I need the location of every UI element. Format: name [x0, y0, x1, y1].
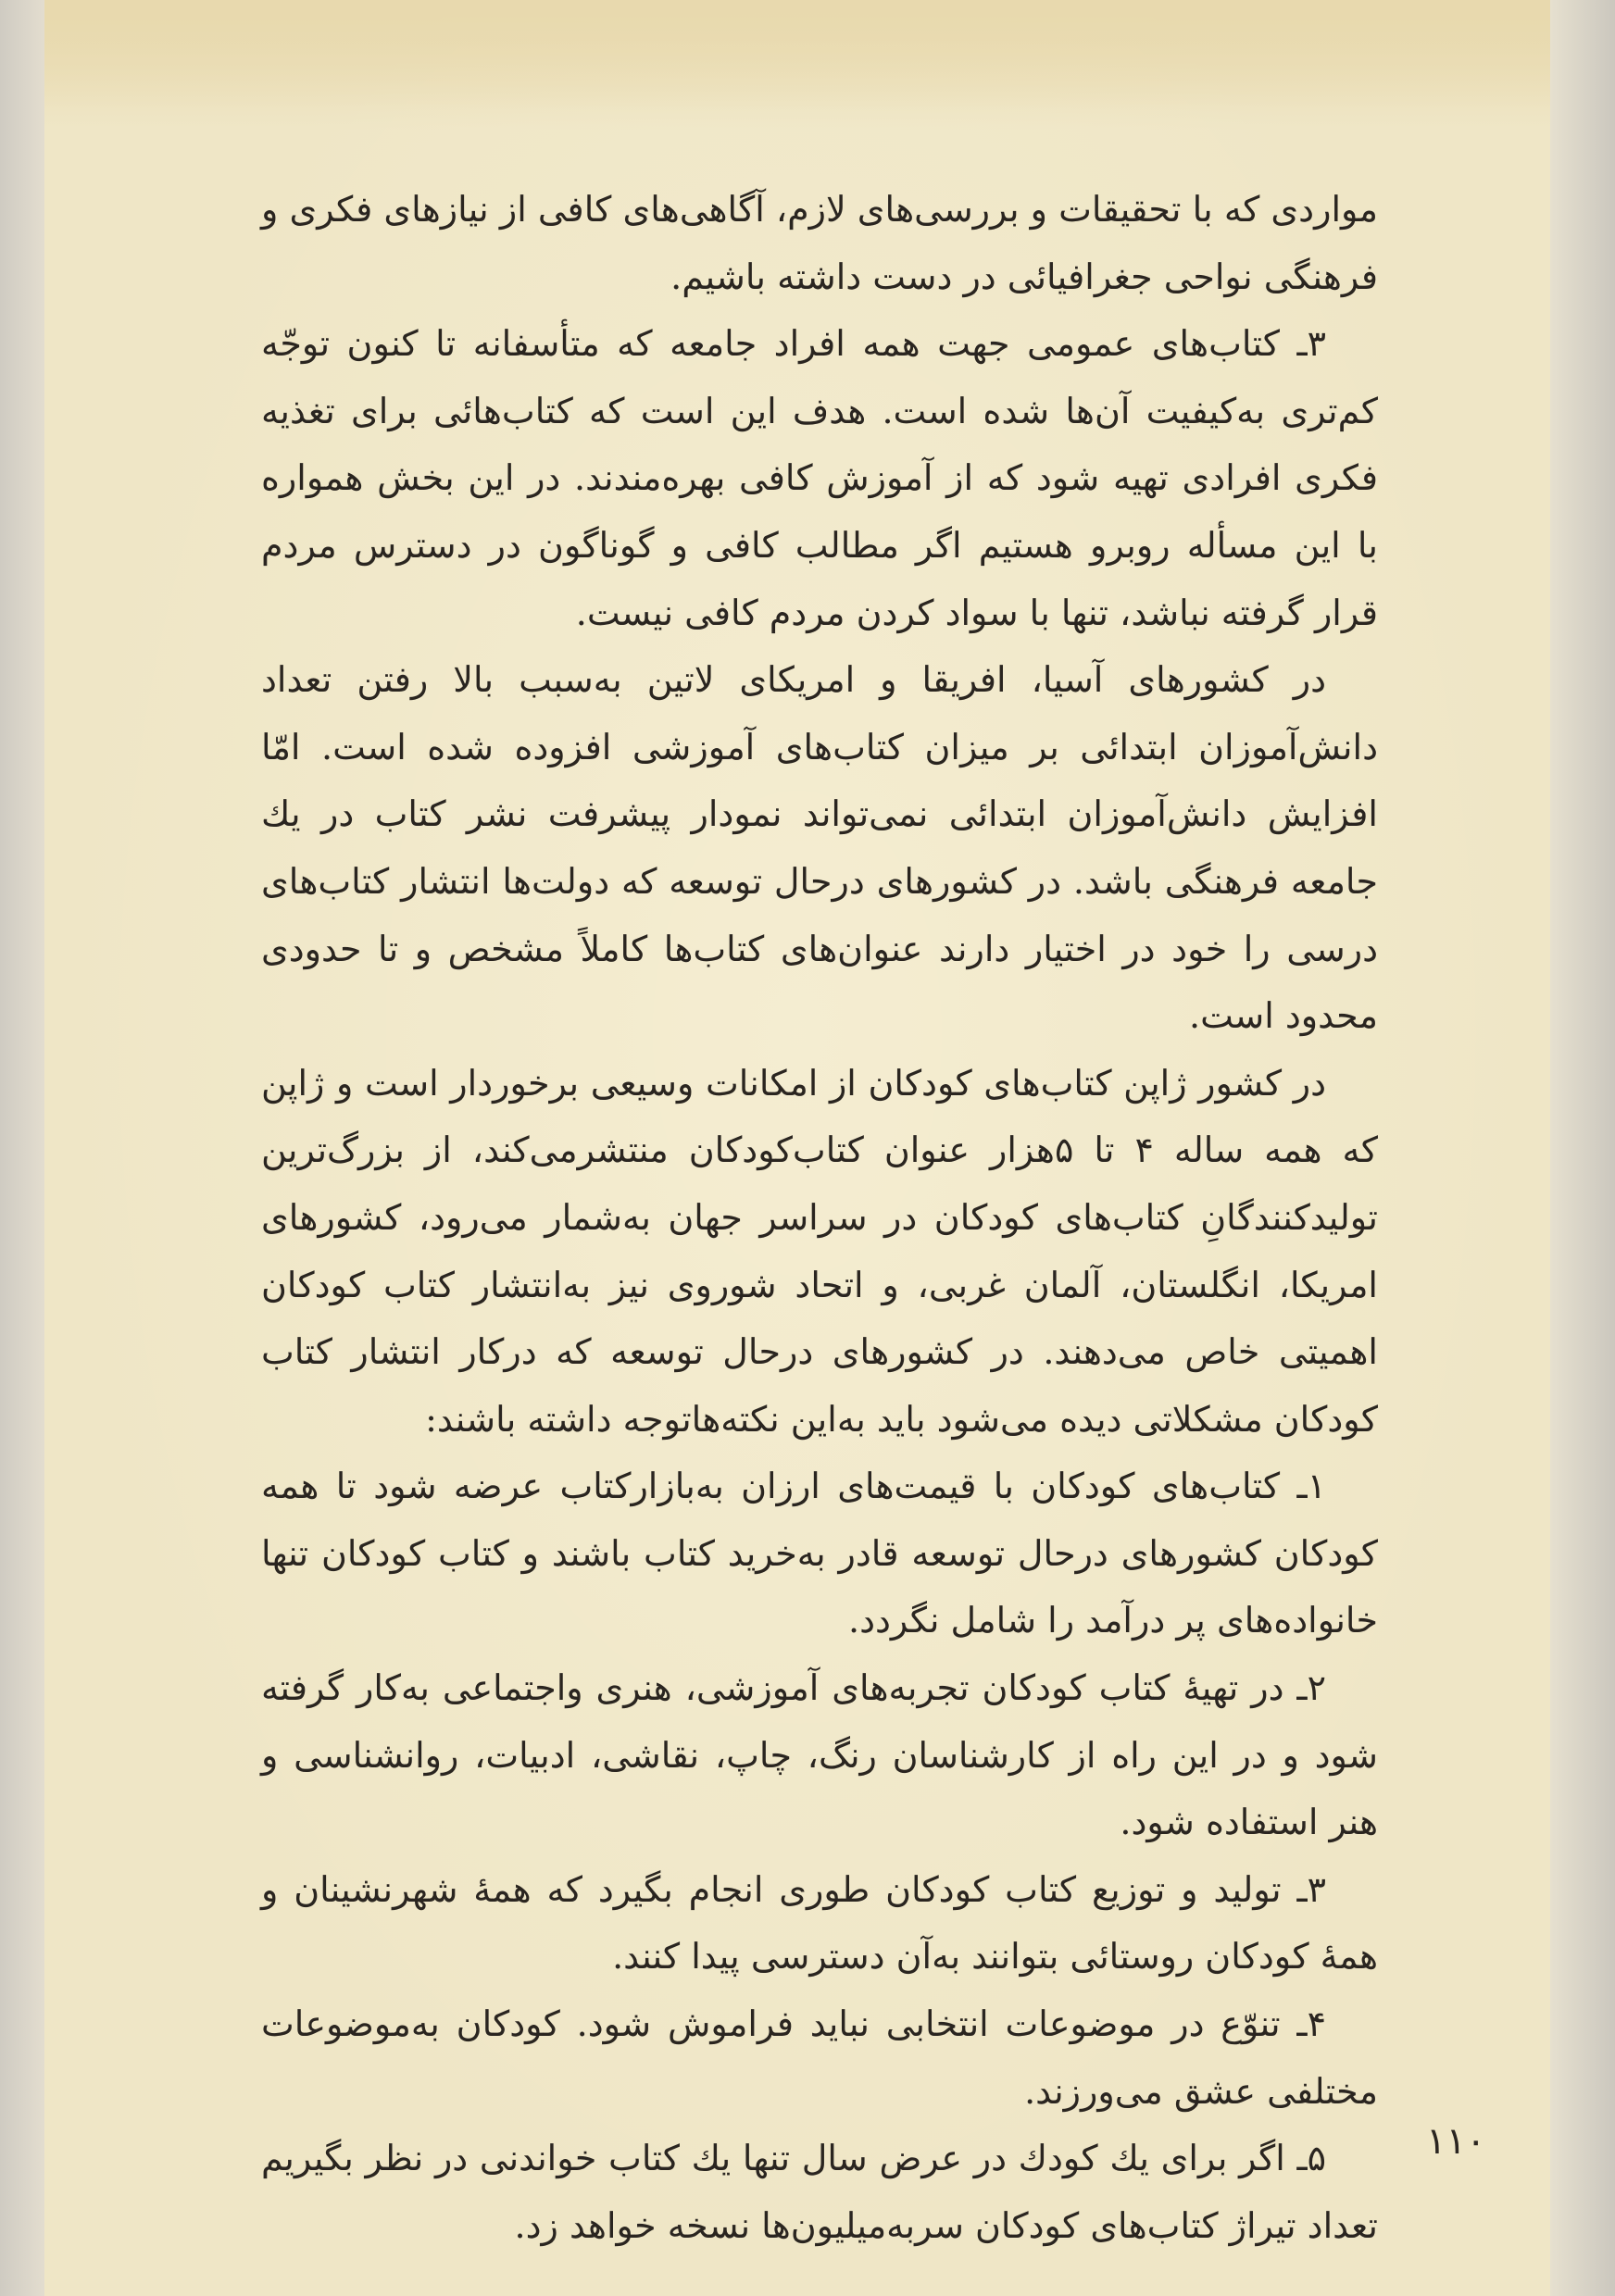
scan-right-edge: [1550, 0, 1615, 2296]
scan-left-edge: [0, 0, 44, 2296]
paragraph-point-3: ۳ـ تولید و توزیع کتاب کودکان طوری انجام بگیرد که همهٔ شهرنشینان و همهٔ کودکان روستائی بتوانند به‌آن دسترسی پیدا کنند.: [261, 1868, 1378, 1978]
paragraph-japan-children-books: در کشور ژاپن کتاب‌های کودکان از امکانات وسیعی برخوردار است و ژاپن که همه ساله ۴ تا ۵هزار عنوان کتاب‌کودکان منتشرمی‌کند، از بزرگ‌ترین تولیدکنندگانِ کتاب‌های کودکان در سراسر جهان به‌شمار می‌رود، کشورهای امریکا، انگلستان، آلمان غربی، و اتحاد شوروی نیز به‌انتشار کتاب کودکان اهمیتی خاص می‌دهند. در کشورهای درحال توسعه که درکار انتشار کتاب کودکان مشکلاتی دیده می‌شود باید به‌این نکته‌هاتوجه داشته باشند:: [261, 1062, 1378, 1440]
paragraph-point-5: ۵ـ اگر برای یك کودك در عرض سال تنها یك کتاب خواندنی در نظر بگیریم تعداد تیراژ کتاب‌های کودکان سربه‌میلیون‌ها نسخه خواهد زد.: [261, 2138, 1378, 2246]
paragraph-point-1: ۱ـ کتاب‌های کودکان با قیمت‌های ارزان به‌بازارکتاب عرضه شود تا همه کودکان کشورهای درحال توسعه قادر به‌خرید کتاب باشند و کتاب کودکان تنها خانواده‌های پر درآمد را شامل نگردد.: [261, 1466, 1378, 1641]
paragraph-point-2: ۲ـ در تهیهٔ کتاب کودکان تجربه‌های آموزشی، هنری واجتماعی به‌کار گرفته شود و در این راه از کارشناسان رنگ، چاپ، نقاشی، ادبیات، روانشناسی و هنر استفاده شود.: [261, 1667, 1378, 1843]
paragraph-intro: مواردی که با تحقیقات و بررسی‌های لازم، آگاهی‌های کافی از نیازهای فکری و فرهنگی نواحی جغرافیائی در دست داشته باشیم.: [261, 189, 1378, 297]
page-top-shading: [44, 0, 1550, 130]
body-text: [261, 176, 1378, 2259]
page-number: ۱۱۰: [1426, 2120, 1486, 2163]
paragraph-item-3-general-books: ۳ـ کتاب‌های عمومی جهت همه افراد جامعه که متأسفانه تا کنون توجّه کم‌تری به‌کیفیت آن‌ها شده است. هدف این است که کتاب‌هائی برای تغذیه فکری افرادی تهیه شود که از آموزش کافی بهره‌مندند. در این بخش همواره با این مسأله روبرو هستیم اگر مطالب کافی و گوناگون در دسترس مردم قرار گرفته نباشد، تنها با سواد کردن مردم کافی نیست.: [261, 323, 1378, 633]
paragraph-developing-regions: در کشورهای آسیا، افریقا و امریکای لاتین به‌سبب بالا رفتن تعداد دانش‌آموزان ابتدائی بر میزان کتاب‌های آموزشی افزوده شده است. امّا افزایش دانش‌آموزان ابتدائی نمی‌تواند نمودار پیشرفت نشر کتاب در یك جامعه فرهنگی باشد. در کشورهای درحال توسعه که دولت‌ها انتشار کتاب‌های درسی را خود در اختیار دارند عنوان‌های کتاب‌ها کاملاً مشخص و تا حدودی محدود است.: [261, 659, 1379, 1037]
paragraph-point-4: ۴ـ تنوّع در موضوعات انتخابی نباید فراموش شود. کودکان به‌موضوعات مختلفی عشق می‌ورزند.: [261, 2003, 1378, 2112]
